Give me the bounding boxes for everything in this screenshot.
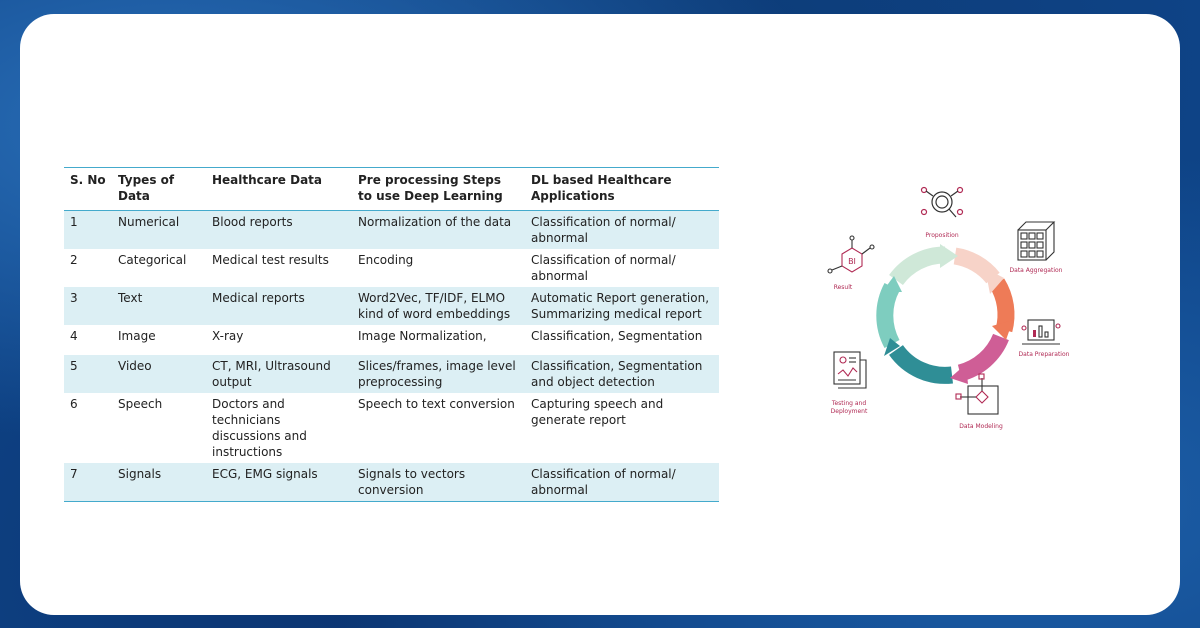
cell-sno: 7	[64, 463, 112, 502]
testing-deployment-icon	[834, 352, 866, 388]
cell-type: Signals	[112, 463, 206, 502]
cell-healthcare-data: ECG, EMG signals	[206, 463, 352, 502]
cell-application: Automatic Report generation, Summarizing medical report	[525, 287, 719, 325]
label-result: Result	[833, 284, 853, 291]
cell-application: Classification of normal/ abnormal	[525, 463, 719, 502]
cell-sno: 1	[64, 211, 112, 250]
label-data-aggregation: Data Aggregation	[1009, 267, 1063, 274]
cell-type: Speech	[118, 397, 163, 411]
cell-preprocessing: Speech to text conversion	[358, 397, 515, 411]
cell-type: Categorical	[118, 253, 187, 267]
label-testing-line1: Testing and	[831, 400, 867, 407]
proposition-icon	[922, 188, 963, 218]
cell-application: Capturing speech and generate report	[531, 397, 664, 427]
cell-healthcare-data: Blood reports	[206, 211, 352, 250]
data-aggregation-icon	[1018, 222, 1054, 260]
cell-preprocessing: Encoding	[358, 253, 414, 267]
header-dl-applications: DL based Healthcare Applications	[525, 168, 719, 211]
header-preprocessing: Pre processing Steps to use Deep Learning	[352, 168, 525, 211]
cell-preprocessing: Word2Vec, TF/IDF, ELMO kind of word embeddings	[352, 287, 525, 325]
cell-application: Classification of normal/ abnormal	[525, 211, 719, 250]
result-icon-text: BI	[848, 257, 856, 266]
label-data-preparation: Data Preparation	[1018, 351, 1070, 358]
cell-type: Text	[112, 287, 206, 325]
cell-sno: 2	[70, 253, 78, 267]
healthcare-data-table	[64, 167, 719, 502]
cell-healthcare-data: CT, MRI, Ultrasound output	[206, 355, 352, 393]
result-bi-icon	[828, 236, 874, 273]
data-preparation-icon	[1022, 320, 1060, 344]
cell-sno: 5	[64, 355, 112, 393]
cell-healthcare-data: Doctors and technicians discussions and instructions	[212, 397, 307, 459]
table-row	[64, 211, 719, 250]
label-proposition: Proposition	[925, 232, 959, 239]
table-row	[64, 325, 719, 355]
cell-healthcare-data: Medical test results	[212, 253, 329, 267]
cell-application: Classification of normal/ abnormal	[531, 253, 676, 283]
cell-sno: 6	[70, 397, 78, 411]
cell-healthcare-data: X-ray	[212, 329, 244, 343]
cell-preprocessing: Normalization of the data	[352, 211, 525, 250]
cell-sno: 3	[64, 287, 112, 325]
cell-type: Numerical	[112, 211, 206, 250]
data-science-cycle-diagram	[780, 150, 1120, 450]
cell-preprocessing: Image Normalization,	[358, 329, 487, 343]
header-types-of-data: Types of Data	[112, 168, 206, 211]
ring-segment-top	[896, 255, 945, 280]
cell-healthcare-data: Medical reports	[206, 287, 352, 325]
label-data-modeling: Data Modeling	[959, 423, 1003, 430]
header-healthcare-data: Healthcare Data	[206, 168, 352, 211]
table-row	[64, 287, 719, 325]
label-testing-line2: Deployment	[830, 408, 868, 415]
cell-sno: 4	[70, 329, 78, 343]
table-row	[64, 463, 719, 502]
cell-type: Video	[112, 355, 206, 393]
table-row	[64, 355, 719, 393]
ring-segment-testing	[896, 350, 952, 375]
table-header-row	[64, 168, 719, 211]
ring-segment-result	[885, 287, 892, 344]
cell-preprocessing: Signals to vectors conversion	[352, 463, 525, 502]
cell-type: Image	[118, 329, 156, 343]
cell-application: Classification, Segmentation	[531, 329, 703, 343]
header-sno: S. No	[64, 168, 112, 211]
table-row	[64, 249, 719, 287]
cell-application: Classification, Segmentation and object detection	[525, 355, 719, 393]
cell-preprocessing: Slices/frames, image level preprocessing	[352, 355, 525, 393]
table-row	[64, 393, 719, 463]
